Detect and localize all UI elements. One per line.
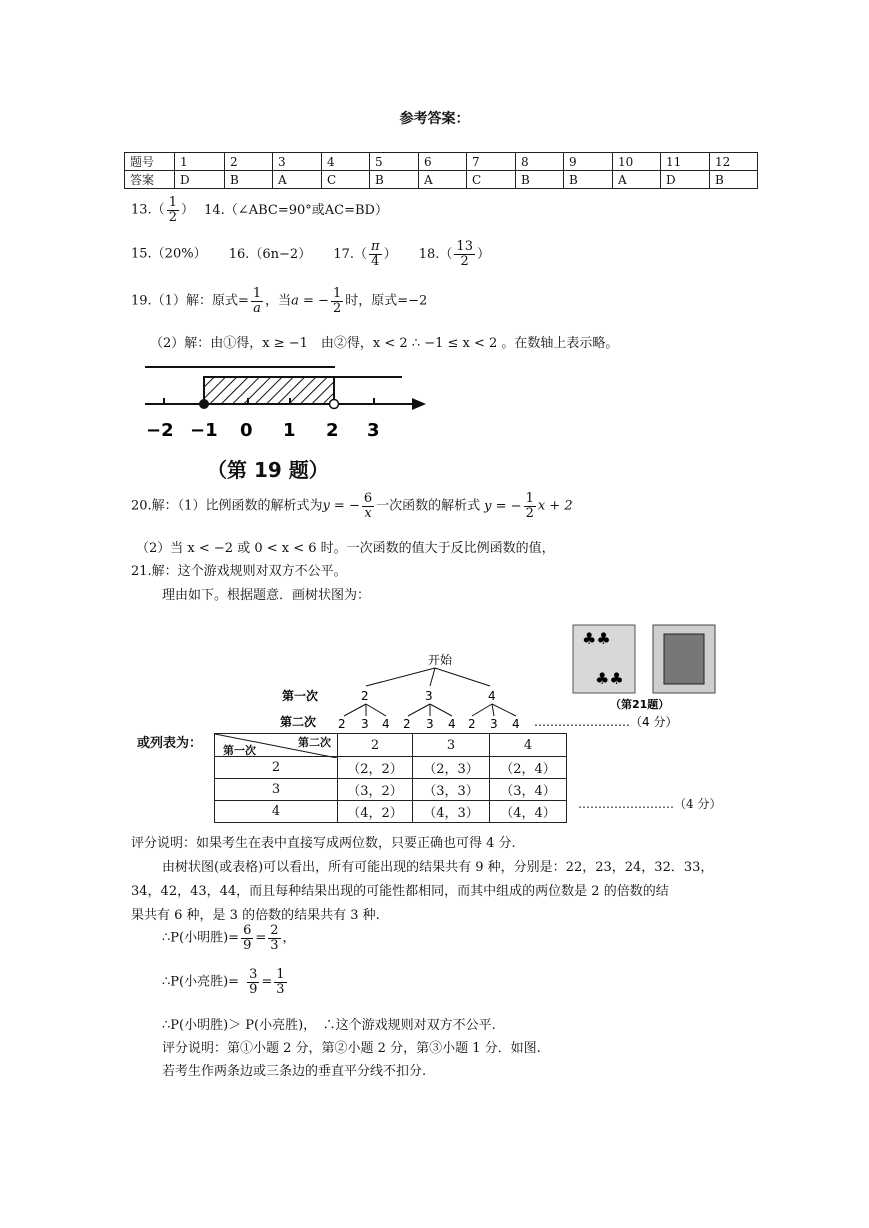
answer-15-18 — [131, 240, 490, 268]
answer-cell: D — [175, 171, 225, 189]
probability-xiaoliang: ∴P(小亮胜)= $\frac{3}{9}$ = $\frac{1}{3}$ — [162, 967, 285, 997]
axis-label: 0 — [240, 420, 253, 440]
table-cell: （2，4） — [490, 757, 567, 779]
answer-17: 17.（ $\frac{\pi}{4}$ ） — [333, 239, 397, 269]
answer-cell: A — [419, 171, 467, 189]
table-row-header: 2 — [215, 757, 338, 779]
table-row — [215, 757, 567, 779]
table-col-header: 4 — [490, 734, 567, 757]
answer-cell: B — [516, 171, 564, 189]
answer-cell: B — [564, 171, 613, 189]
tree-first-label: 第一次 — [282, 689, 319, 703]
answer-cell: B — [370, 171, 419, 189]
question-number: 4 — [322, 153, 370, 171]
tree-branch — [435, 668, 490, 686]
table-cell: （4，4） — [490, 801, 567, 823]
axis-label: 2 — [326, 420, 339, 440]
answer-table-answer-row — [125, 171, 758, 189]
table-row-header: 3 — [215, 779, 338, 801]
question-number: 6 — [419, 153, 467, 171]
figure-19-caption: （第 19 题） — [207, 458, 329, 482]
answer-cell: B — [710, 171, 758, 189]
tree-branch — [366, 668, 435, 686]
answer-20-part1: 20.解：（1）比例函数的解析式为y = − $\frac{6}{x}$ 一次函数的解析式 y = − $\frac{1}{2}$ x + 2 — [131, 491, 573, 521]
tree-start-label: 开始 — [428, 653, 453, 667]
tree-second-node: 2 — [338, 717, 346, 731]
table-row-header: 4 — [215, 801, 338, 823]
tree-branch — [492, 704, 494, 716]
question-number: 11 — [661, 153, 710, 171]
tree-branch — [430, 668, 435, 686]
answer-19-part2: （2）解：由①得，x ≥ −1 由②得，x < 2 ∴ −1 ≤ x < 2 。在数轴上表示略。 — [150, 336, 619, 351]
question-number: 1 — [175, 153, 225, 171]
answer-19-part1: 19.（1）解：原式= $\frac{1}{a}$ ，当a = − $\frac{1}{2}$ 时，原式=−2 — [131, 286, 428, 316]
tree-branch — [492, 704, 516, 716]
card-face-icon — [664, 634, 704, 684]
answer-cell: A — [613, 171, 661, 189]
scoring-note-1: 评分说明：如果考生在表中直接写成两位数，只要正确也可得 4 分. — [131, 836, 516, 851]
answer-14: 14.（∠ABC=90°或AC=BD） — [204, 202, 388, 218]
scoring-note-3: 若考生作两条边或三条边的垂直平分线不扣分. — [162, 1064, 427, 1079]
axis-label: −2 — [146, 420, 174, 440]
answer-table — [124, 152, 758, 189]
answer-table-number-row — [125, 153, 758, 171]
table-corner-cell: 第二次 第一次 — [215, 734, 338, 757]
question-number: 7 — [467, 153, 516, 171]
probability-xiaoming: ∴P(小明胜)= $\frac{6}{9}$ = $\frac{2}{3}$ ， — [162, 923, 296, 953]
answer-16: 16.（6n−2） — [228, 246, 312, 262]
tree-second-node: 3 — [361, 717, 369, 731]
paragraph-line: 34，42，43，44，而且每种结果出现的可能性都相同，而其中组成的两位数是 2 的倍数的结 — [131, 884, 669, 899]
tree-second-node: 2 — [468, 717, 476, 731]
tree-second-node: 4 — [382, 717, 390, 731]
closed-endpoint — [199, 399, 209, 409]
axis-arrow — [412, 398, 426, 410]
axis-label: 1 — [283, 420, 296, 440]
axis-label: 3 — [367, 420, 380, 440]
scoring-note-2: 评分说明：第①小题 2 分，第②小题 2 分，第③小题 1 分．如图. — [162, 1041, 541, 1056]
table-col-header: 2 — [338, 734, 413, 757]
axis-label: −1 — [190, 420, 218, 440]
answer-cell: C — [467, 171, 516, 189]
question-number: 8 — [516, 153, 564, 171]
answer-cell: B — [225, 171, 273, 189]
tree-branch — [366, 704, 386, 716]
table-intro: 或列表为： — [137, 736, 203, 751]
tree-second-node: 4 — [512, 717, 520, 731]
tree-second-node: 2 — [403, 717, 411, 731]
table-cell: （4，2） — [338, 801, 413, 823]
question-number: 9 — [564, 153, 613, 171]
answer-21-line2: 理由如下。根据题意．画树状图为： — [162, 588, 371, 603]
table-row — [215, 801, 567, 823]
tree-first-node: 4 — [488, 689, 496, 703]
answer-table-row-label: 题号 — [125, 153, 175, 171]
tree-first-node: 3 — [425, 689, 433, 703]
table-cell: （4，3） — [413, 801, 490, 823]
answer-table-row-label: 答案 — [125, 171, 175, 189]
question-number: 5 — [370, 153, 419, 171]
answer-18: 18.（ $\frac{13}{2}$ ） — [418, 239, 490, 269]
page-title: 参考答案： — [399, 111, 470, 127]
tree-second-label: 第二次 — [280, 715, 317, 729]
tree-first-node: 2 — [361, 689, 369, 703]
question-number: 10 — [613, 153, 661, 171]
outcome-table — [214, 733, 567, 823]
open-endpoint — [330, 400, 339, 409]
answer-cell: D — [661, 171, 710, 189]
table-row — [215, 779, 567, 801]
tree-branch — [472, 704, 492, 716]
number-line-figure — [140, 360, 440, 440]
answer-21-line1: 21.解：这个游戏规则对双方不公平。 — [131, 564, 347, 579]
table-score: ……………………（4 分） — [578, 797, 722, 811]
question-number: 3 — [273, 153, 322, 171]
question-number: 2 — [225, 153, 273, 171]
solution-interval-hatch — [204, 377, 334, 404]
tree-score: ……………………（4 分） — [534, 715, 678, 729]
tree-branch — [408, 704, 430, 716]
answer-20-part2: （2）当 x < −2 或 0 < x < 6 时。一次函数的值大于反比例函数的值， — [136, 541, 555, 556]
question-number: 12 — [710, 153, 758, 171]
table-cell: （2，3） — [413, 757, 490, 779]
paragraph-line: 果共有 6 种，是 3 的倍数的结果共有 3 种. — [131, 908, 380, 923]
table-header-row — [215, 734, 567, 757]
tree-second-node: 3 — [490, 717, 498, 731]
club-icon: ♣♣ — [582, 629, 611, 648]
tree-branch — [430, 704, 452, 716]
answer-cell: C — [322, 171, 370, 189]
conclusion: ∴P(小明胜)＞ P(小亮胜)， ∴这个游戏规则对双方不公平. — [162, 1018, 496, 1033]
tree-branch — [344, 704, 366, 716]
answer-13-14: 13.（ $\frac{1}{2}$ ） 14.（∠ABC=90°或AC=BD） — [131, 195, 388, 225]
table-cell: （3，3） — [413, 779, 490, 801]
tree-second-node: 4 — [448, 717, 456, 731]
answer-15: 15.（20%） — [131, 246, 207, 262]
card-figure-caption: （第21题） — [610, 698, 670, 711]
table-cell: （3，4） — [490, 779, 567, 801]
tree-second-node: 3 — [426, 717, 434, 731]
answer-cell: A — [273, 171, 322, 189]
table-cell: （2，2） — [338, 757, 413, 779]
table-col-header: 3 — [413, 734, 490, 757]
paragraph-line: 由树状图(或表格)可以看出，所有可能出现的结果共有 9 种，分别是：22，23，24，32．33， — [162, 860, 714, 875]
club-icon: ♣♣ — [595, 669, 624, 688]
fraction: $\frac{1}{2}$ — [168, 195, 177, 225]
table-cell: （3，2） — [338, 779, 413, 801]
